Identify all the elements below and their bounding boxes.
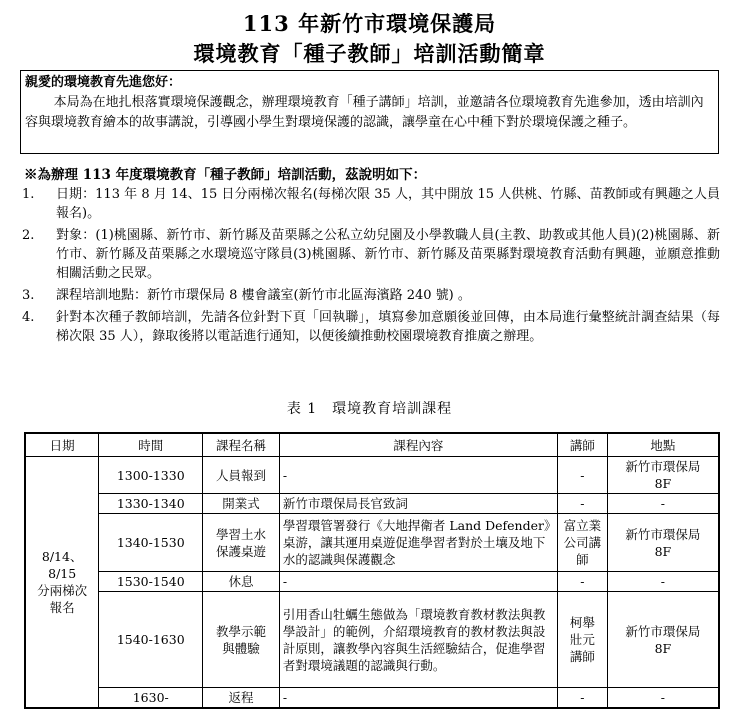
course-name-cell: 教學示範 與體驗 — [203, 592, 280, 688]
item-text: 課程培訓地點：新竹市環保局 8 樓會議室(新竹市北區海濱路 240 號) 。 — [56, 288, 471, 303]
table-row — [25, 592, 719, 688]
time-cell: 1630- — [99, 688, 203, 709]
time-cell: 1540-1630 — [99, 592, 203, 688]
course-name-cell: 開業式 — [203, 494, 280, 514]
lecturer-cell: 富立業 公司講 師 — [557, 514, 607, 572]
location-cell: 新竹市環保局 8F — [607, 514, 719, 572]
lecturer-cell: 柯舉 壯元 講師 — [557, 592, 607, 688]
course-content-cell: 新竹市環保局長官致詞 — [279, 494, 557, 514]
time-cell: 1340-1530 — [99, 514, 203, 572]
table-caption: 表 1 環境教育培訓課程 — [286, 401, 453, 417]
table-row — [25, 494, 719, 514]
course-name-cell: 返程 — [203, 688, 280, 709]
course-table — [24, 432, 720, 709]
item-text: 針對本次種子教師培訓，先請各位針對下頁「回執聯」，填寫參加意願後並回傳，由本局進行彙整統計調查結果（每梯次限 35 人），錄取後將以電話進行通知，以便後續推動校園環境教育推廣之辦理。 — [56, 310, 720, 344]
lecturer-cell: - — [557, 494, 607, 514]
location-cell: 新竹市環保局 8F — [607, 457, 719, 494]
greeting-salutation: 親愛的環境教育先進您好： — [25, 75, 182, 90]
header-time: 時間 — [99, 433, 203, 457]
header-course-content: 課程內容 — [279, 433, 557, 457]
table-row — [25, 514, 719, 572]
header-lecturer: 講師 — [557, 433, 607, 457]
location-cell: 新竹市環保局 8F — [607, 592, 719, 688]
course-content-cell: - — [279, 688, 557, 709]
list-item — [20, 308, 720, 346]
lecturer-cell: - — [557, 572, 607, 592]
course-name-cell: 學習土水 保護桌遊 — [203, 514, 280, 572]
location-cell: - — [607, 494, 719, 514]
time-cell: 1330-1340 — [99, 494, 203, 514]
item-text: 日期：113 年 8 月 14、15 日分兩梯次報名(每梯次限 35 人，其中開放 15 人供桃、竹縣、苗教師或有興趣之人員報名)。 — [56, 187, 720, 221]
greeting-box — [20, 70, 719, 154]
item-number: 3. — [22, 288, 35, 303]
intro-heading: ※為辦理 113 年度環境教育「種子教師」培訓活動，茲說明如下： — [24, 167, 427, 183]
time-cell: 1530-1540 — [99, 572, 203, 592]
item-list — [20, 185, 720, 349]
item-number: 4. — [22, 310, 35, 325]
lecturer-cell: - — [557, 688, 607, 709]
list-item — [20, 226, 720, 283]
header-date: 日期 — [25, 433, 99, 457]
greeting-body: 本局為在地扎根落實環境保護觀念，辦理環境教育「種子講師」培訓，並邀請各位環境教育先進參加，透由培訓內容與環境教育繪本的故事講說，引導國小學生對環境保護的認識，讓學童在心中種下對於環境保護之種子。 — [25, 95, 704, 130]
document-subtitle: 環境教育「種子教師」培訓活動簡章 — [193, 41, 546, 66]
time-cell: 1300-1330 — [99, 457, 203, 494]
course-name-cell: 人員報到 — [203, 457, 280, 494]
table-row — [25, 572, 719, 592]
course-name-cell: 休息 — [203, 572, 280, 592]
document-title: 113 年新竹市環境保護局 — [242, 11, 497, 36]
item-number: 2. — [22, 228, 35, 243]
course-content-cell: - — [279, 457, 557, 494]
table-row — [25, 457, 719, 494]
item-text: 對象：(1)桃園縣、新竹市、新竹縣及苗栗縣之公私立幼兒園及小學教職人員(主教、助教或其他人員)(2)桃園縣、新竹市、新竹縣及苗栗縣之水環境巡守隊員(3)桃園縣、新竹市、新竹縣及苗栗縣對環境教育活動有興趣，並願意推動相關活動之民眾。 — [56, 228, 720, 281]
location-cell: - — [607, 572, 719, 592]
item-number: 1. — [22, 187, 35, 202]
header-location: 地點 — [607, 433, 719, 457]
table-row — [25, 688, 719, 709]
course-content-cell: 學習環管署發行《大地捍衛者 Land Defender》桌游，讓其運用桌遊促進學習者對於土壤及地下水的認識與保護觀念 — [279, 514, 557, 572]
course-content-cell: - — [279, 572, 557, 592]
header-course-name: 課程名稱 — [203, 433, 280, 457]
list-item — [20, 286, 720, 305]
date-cell: 8/14、8/15 分兩梯次 報名 — [25, 457, 99, 709]
course-content-cell: 引用香山牡蠣生態做為「環境教育教材教法與教學設計」的範例，介紹環境教育的教材教法與設計原則，讓教學內容與生活經驗結合，促進學習者對環境議題的認識與行動。 — [279, 592, 557, 688]
list-item — [20, 185, 720, 223]
table-header-row — [25, 433, 719, 457]
location-cell: - — [607, 688, 719, 709]
lecturer-cell: - — [557, 457, 607, 494]
